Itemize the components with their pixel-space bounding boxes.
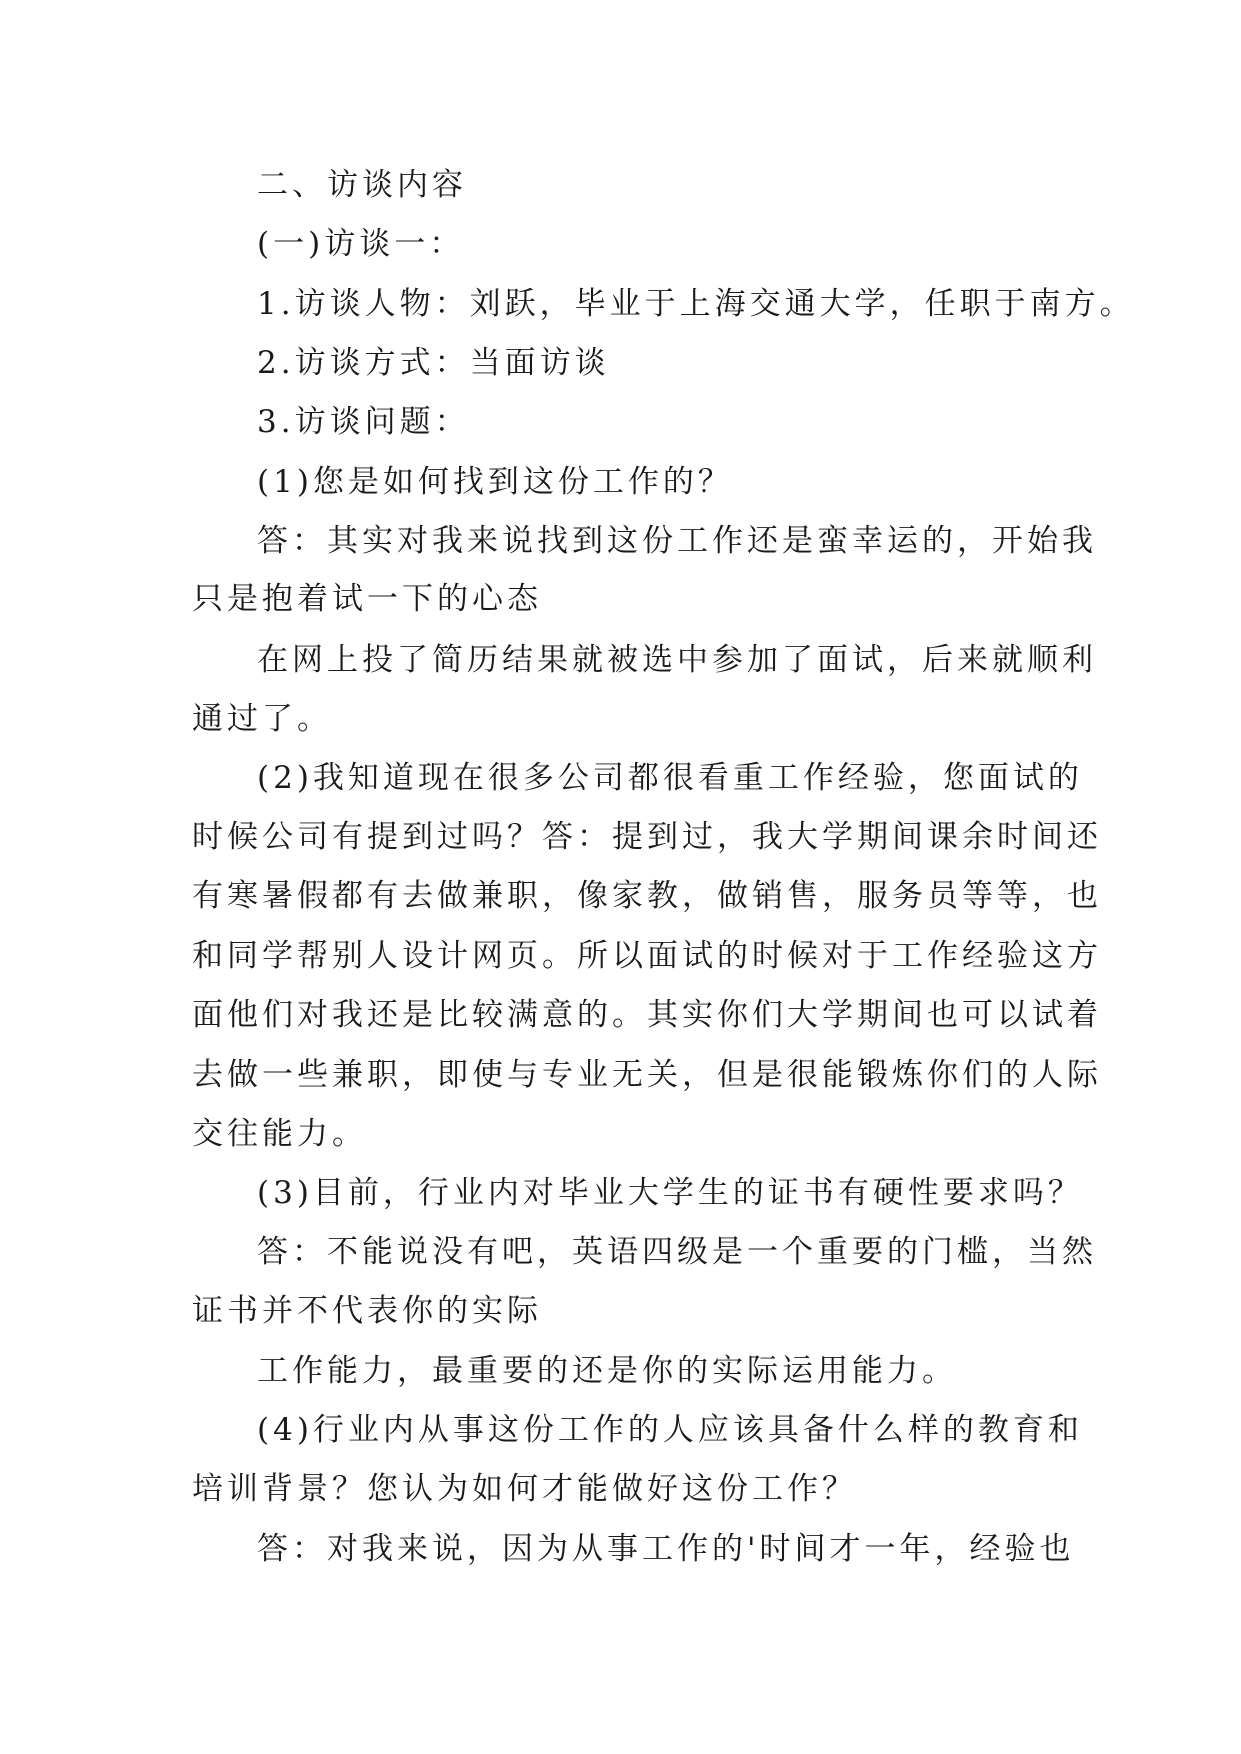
answer-1-line-4: 通过了。: [192, 701, 332, 737]
answer-1-line-2: 只是抱着试一下的心态: [192, 581, 542, 617]
question-2-line-2: 时候公司有提到过吗？答：提到过，我大学期间课余时间还: [192, 819, 1102, 855]
answer-1-line-1: 答：其实对我来说找到这份工作还是蛮幸运的，开始我: [257, 523, 1097, 559]
answer-1-line-3: 在网上投了简历结果就被选中参加了面试，后来就顺利: [257, 642, 1097, 678]
answer-2-line-4: 去做一些兼职，即使与专业无关，但是很能锻炼你们的人际: [192, 1057, 1102, 1093]
answer-2-line-2: 和同学帮别人设计网页。所以面试的时候对于工作经验这方: [192, 938, 1102, 974]
interviewee-line: 1.访谈人物：刘跃，毕业于上海交通大学，任职于南方。: [257, 286, 1135, 322]
question-3: (3)目前，行业内对毕业大学生的证书有硬性要求吗？: [257, 1175, 1083, 1211]
answer-2-line-3: 面他们对我还是比较满意的。其实你们大学期间也可以试着: [192, 997, 1102, 1033]
section-heading: 二、访谈内容: [257, 167, 467, 203]
answer-3-line-3: 工作能力，最重要的还是你的实际运用能力。: [257, 1353, 957, 1389]
answer-3-line-1: 答：不能说没有吧，英语四级是一个重要的门槛，当然: [257, 1234, 1097, 1270]
answer-3-line-2: 证书并不代表你的实际: [192, 1293, 542, 1329]
answer-2-line-1: 有寒暑假都有去做兼职，像家教，做销售，服务员等等，也: [192, 878, 1102, 914]
answer-4-line-1: 答：对我来说，因为从事工作的'时间才一年，经验也: [257, 1531, 1075, 1567]
answer-2-line-5: 交往能力。: [192, 1116, 367, 1152]
interview-questions-heading: 3.访谈问题：: [257, 404, 470, 440]
question-4-line-2: 培训背景？您认为如何才能做好这份工作？: [192, 1471, 857, 1507]
question-2-line-1: (2)我知道现在很多公司都很看重工作经验，您面试的: [257, 760, 1083, 796]
subsection-heading: (一)访谈一：: [257, 226, 465, 262]
question-1: (1)您是如何找到这份工作的？: [257, 464, 733, 500]
interview-method-line: 2.访谈方式：当面访谈: [257, 345, 610, 381]
question-4-line-1: (4)行业内从事这份工作的人应该具备什么样的教育和: [257, 1412, 1083, 1448]
